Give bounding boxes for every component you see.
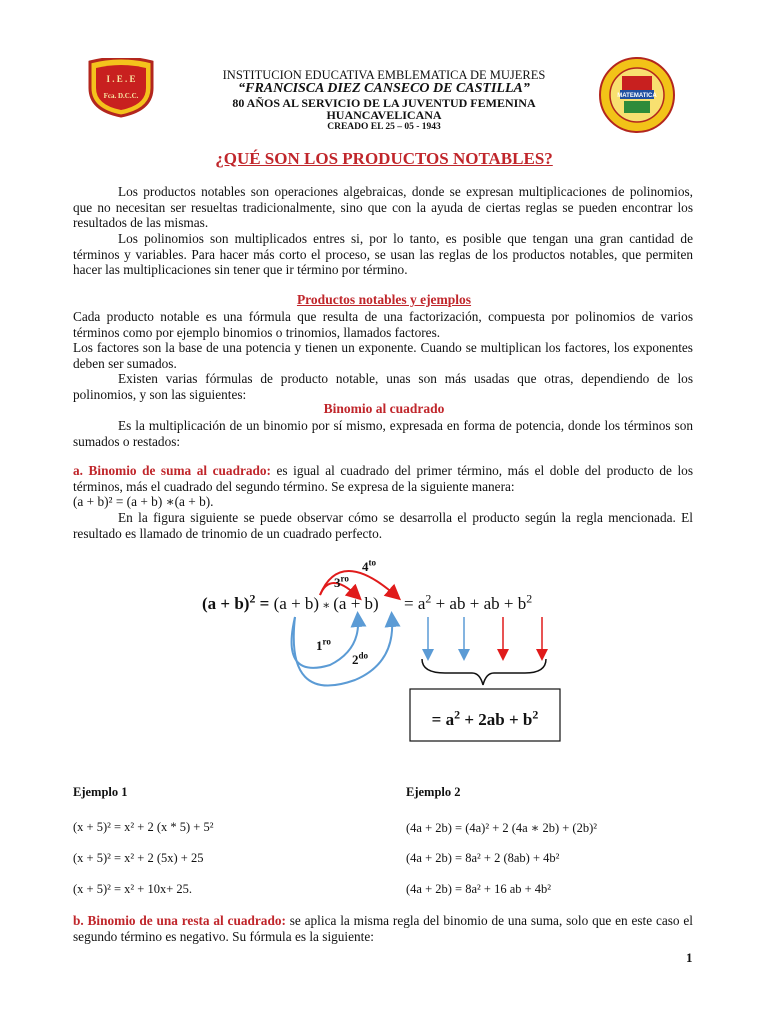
part-a-text: es igual al cuadrado del primer término, más el doble del producto de los términos, más el cuadrado del segundo término. Se expresa de la siguiente manera:	[73, 463, 693, 494]
diagram-equation	[202, 591, 379, 614]
part-b-paragraph	[73, 913, 693, 944]
intro-paragraph-2: Los polinomios son multiplicados entres si, por lo tanto, es posible que tengan una gran cantidad de términos y variables. Para hacer más corto el proceso, se usan las reglas de los productos notables, que permiten hacer las multiplicaciones sin tener que ir término por término.	[73, 231, 693, 278]
result-text	[410, 707, 560, 730]
section1-paragraph-1: Cada producto notable es una fórmula que resulta de una factorización, compuesta por polinomios de varios términos como por ejemplo binomios o trinomios, llamados factores.	[73, 309, 693, 340]
section2-paragraph-1: Es la multiplicación de un binomio por sí mismo, expresada en forma de potencia, donde los términos son sumados o restados:	[73, 418, 693, 449]
diagram-term-a-exp: 2	[425, 591, 432, 606]
section1-paragraph-2: Los factores son la base de una potencia y tienen un exponente. Cuando se multiplican los factores, los exponentes deben ser sumados.	[73, 340, 693, 371]
brace	[422, 659, 546, 685]
section1-paragraph-3: Existen varias fórmulas de producto notable, unas son más usadas que otras, dependiendo de los polinomios, y son las siguientes:	[73, 371, 693, 402]
label-4to	[362, 559, 376, 575]
result-eq-a: = a	[431, 710, 455, 729]
example-1-line-2: (x + 5)² = x² + 2 (5x) + 25	[73, 851, 204, 865]
result-b-exp: 2	[532, 707, 539, 722]
page-title: ¿QUÉ SON LOS PRODUCTOS NOTABLES?	[215, 149, 553, 168]
intro-paragraph-1: Los productos notables son operaciones algebraicas, donde se expresan multiplicaciones de polinomios, que no necesitan ser resueltas tradicionalmente, sino que con la ayuda de ciertas reglas se pueden encontrar los resultados de las mismas.	[73, 184, 693, 231]
label-3ro-num: 3	[334, 575, 341, 590]
page-number: 1	[686, 950, 693, 965]
label-2do	[352, 652, 368, 668]
example-1-heading: Ejemplo 1	[73, 785, 128, 799]
logo-left-top-text: I . E . E	[106, 74, 136, 84]
logo-right-center-text: MATEMATICA	[617, 93, 657, 99]
diagram-times: ∗	[319, 598, 334, 612]
diagram-lhs-exp: 2	[249, 591, 256, 606]
part-a-paragraph	[73, 463, 693, 494]
diagram-rhs-eq: =	[404, 594, 418, 613]
diagram-term-b-exp: 2	[526, 591, 533, 606]
part-a-paragraph-2: En la figura siguiente se puede observar cómo se desarrolla el producto según la regla mencionada. El resultado es llamado de trinomio de un cuadrado perfecto.	[73, 510, 693, 541]
header-city: HUANCAVELICANA	[326, 108, 442, 122]
diagram-lhs: (a + b)	[202, 594, 250, 613]
header-founded: CREADO EL 25 – 05 - 1943	[327, 122, 441, 132]
header-institution: INSTITUCION EDUCATIVA EMBLEMATICA DE MUJERES	[222, 68, 546, 82]
logo-left-bottom-text: Fca. D.C.C.	[103, 92, 139, 100]
label-1ro-sup: ro	[322, 636, 331, 647]
diagram-expansion	[404, 591, 533, 614]
diagram-term-a: a	[417, 594, 426, 613]
diagram-eq: =	[255, 594, 274, 613]
example-2-line-1: (4a + 2b) = (4a)² + 2 (4a ∗ 2b) + (2b)²	[406, 821, 598, 835]
header-anniversary: 80 AÑOS AL SERVICIO DE LA JUVENTUD FEMENINA	[232, 96, 536, 110]
result-a-exp: 2	[454, 707, 461, 722]
example-1-line-3: (x + 5)² = x² + 10x+ 25.	[73, 882, 193, 896]
part-a-label: a. Binomio de suma al cuadrado:	[73, 463, 271, 478]
diagram-factor-1: (a + b)	[273, 594, 320, 613]
label-4to-num: 4	[362, 559, 369, 574]
label-1ro	[316, 638, 331, 654]
result-mid: + 2ab + b	[460, 710, 533, 729]
diagram-factor-2: (a + b)	[333, 594, 379, 613]
label-2do-num: 2	[352, 652, 359, 667]
example-2-line-3: (4a + 2b) = 8a² + 16 ab + 4b²	[406, 882, 552, 896]
diagram-term-rest: + ab + ab + b	[435, 594, 527, 613]
example-1-line-1: (x + 5)² = x² + 2 (x * 5) + 5²	[73, 820, 214, 834]
part-b-label: b. Binomio de una resta al cuadrado:	[73, 913, 286, 928]
label-3ro	[334, 575, 349, 591]
example-2-line-2: (4a + 2b) = 8a² + 2 (8ab) + 4b²	[406, 851, 560, 865]
label-1ro-num: 1	[316, 638, 323, 653]
arrow-2do	[294, 617, 392, 686]
header-school-name: “FRANCISCA DIEZ CANSECO DE CASTILLA”	[238, 81, 530, 96]
part-b-text: se aplica la misma regla del binomio de una suma, solo que en este caso el segundo término es negativo. Su fórmula es la siguiente:	[73, 913, 693, 944]
label-3ro-sup: ro	[340, 573, 349, 584]
label-2do-sup: do	[358, 650, 369, 661]
part-a-formula-line: (a + b)² = (a + b) ∗(a + b).	[73, 494, 214, 509]
example-2-heading: Ejemplo 2	[406, 785, 461, 799]
label-4to-sup: to	[368, 557, 377, 568]
section-heading-binomio: Binomio al cuadrado	[323, 401, 445, 416]
section-heading-productos: Productos notables y ejemplos	[296, 292, 472, 307]
